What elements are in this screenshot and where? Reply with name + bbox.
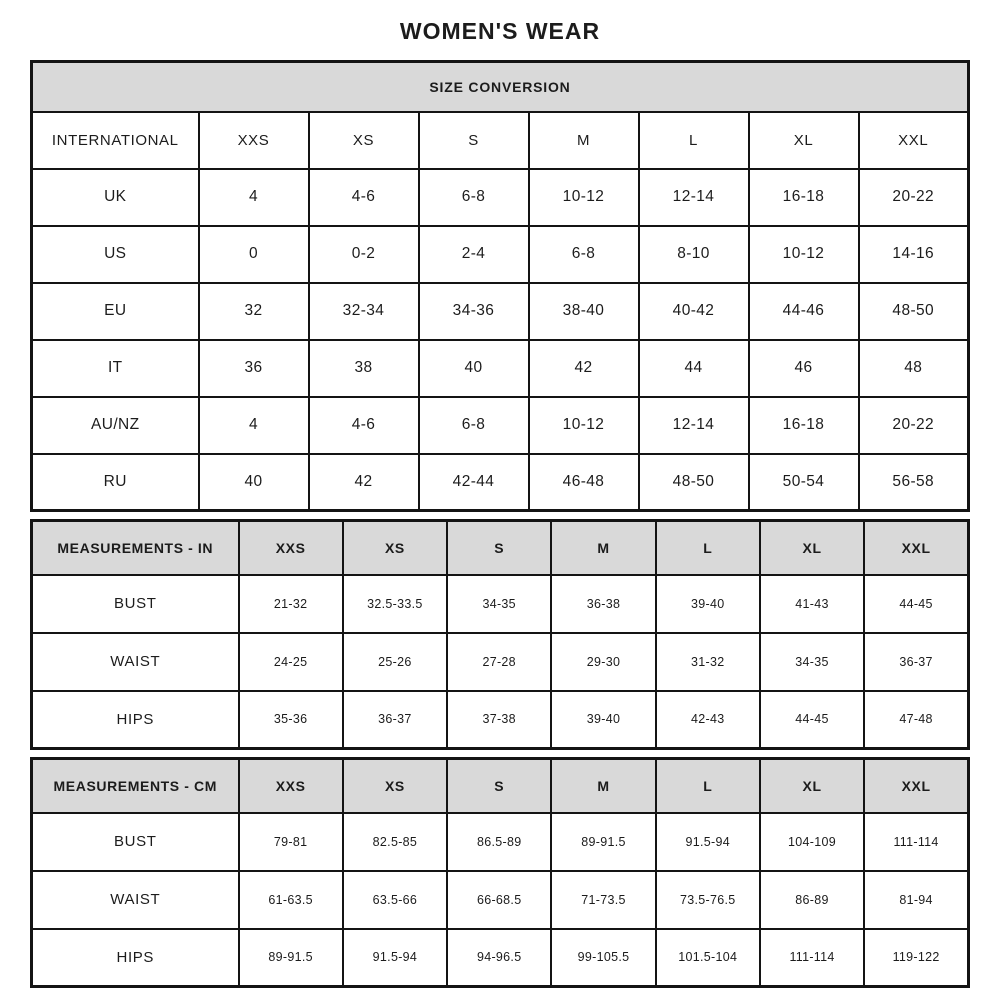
measurements-cm-header-row: [32, 759, 969, 813]
table-row: [32, 283, 969, 340]
size-column-header: S: [447, 759, 551, 813]
size-column-header: XS: [309, 112, 419, 169]
size-value-cell: 29-30: [551, 633, 655, 691]
size-value-cell: 20-22: [859, 397, 969, 454]
size-column-header: S: [419, 112, 529, 169]
size-value-cell: 10-12: [749, 226, 859, 283]
size-value-cell: 91.5-94: [656, 813, 760, 871]
size-value-cell: 40-42: [639, 283, 749, 340]
size-value-cell: 104-109: [760, 813, 864, 871]
size-value-cell: 32-34: [309, 283, 419, 340]
size-value-cell: 94-96.5: [447, 929, 551, 987]
row-label: EU: [32, 283, 199, 340]
row-label: WAIST: [32, 871, 239, 929]
size-value-cell: 37-38: [447, 691, 551, 749]
size-value-cell: 20-22: [859, 169, 969, 226]
size-value-cell: 79-81: [239, 813, 343, 871]
table-row: [32, 871, 969, 929]
size-value-cell: 34-35: [760, 633, 864, 691]
size-column-header: XXL: [864, 521, 968, 575]
size-value-cell: 61-63.5: [239, 871, 343, 929]
table-banner: SIZE CONVERSION: [32, 62, 969, 112]
table-row: [32, 169, 969, 226]
size-value-cell: 24-25: [239, 633, 343, 691]
size-conversion-header-row: [32, 112, 969, 169]
size-value-cell: 42-43: [656, 691, 760, 749]
size-value-cell: 101.5-104: [656, 929, 760, 987]
row-label: HIPS: [32, 929, 239, 987]
size-value-cell: 111-114: [760, 929, 864, 987]
size-value-cell: 27-28: [447, 633, 551, 691]
size-column-header: XXL: [859, 112, 969, 169]
size-value-cell: 82.5-85: [343, 813, 447, 871]
measurements-cm-table: [30, 757, 970, 988]
size-value-cell: 44-45: [864, 575, 968, 633]
table-row: [32, 691, 969, 749]
size-value-cell: 40: [199, 454, 309, 511]
size-column-header: L: [656, 521, 760, 575]
table-row: [32, 575, 969, 633]
corner-header-cell: INTERNATIONAL: [32, 112, 199, 169]
size-value-cell: 44-46: [749, 283, 859, 340]
size-value-cell: 2-4: [419, 226, 529, 283]
size-value-cell: 44: [639, 340, 749, 397]
size-value-cell: 34-36: [419, 283, 529, 340]
table-row: [32, 340, 969, 397]
size-value-cell: 35-36: [239, 691, 343, 749]
size-value-cell: 32.5-33.5: [343, 575, 447, 633]
size-value-cell: 36-37: [343, 691, 447, 749]
size-value-cell: 39-40: [656, 575, 760, 633]
size-value-cell: 56-58: [859, 454, 969, 511]
size-value-cell: 14-16: [859, 226, 969, 283]
size-value-cell: 12-14: [639, 169, 749, 226]
size-value-cell: 42: [529, 340, 639, 397]
size-value-cell: 16-18: [749, 397, 859, 454]
size-value-cell: 47-48: [864, 691, 968, 749]
row-label: WAIST: [32, 633, 239, 691]
size-column-header: XL: [760, 759, 864, 813]
size-column-header: XL: [749, 112, 859, 169]
size-value-cell: 81-94: [864, 871, 968, 929]
size-value-cell: 12-14: [639, 397, 749, 454]
row-label: UK: [32, 169, 199, 226]
size-column-header: XS: [343, 521, 447, 575]
size-value-cell: 48-50: [859, 283, 969, 340]
size-column-header: M: [551, 759, 655, 813]
size-column-header: L: [656, 759, 760, 813]
size-value-cell: 0-2: [309, 226, 419, 283]
size-value-cell: 89-91.5: [239, 929, 343, 987]
size-value-cell: 4-6: [309, 169, 419, 226]
size-value-cell: 21-32: [239, 575, 343, 633]
table-row: [32, 633, 969, 691]
size-conversion-table: [30, 60, 970, 512]
size-value-cell: 73.5-76.5: [656, 871, 760, 929]
measurements-in-table: [30, 519, 970, 750]
measurements-cm-header-cell: MEASUREMENTS - CM: [32, 759, 239, 813]
table-row: [32, 397, 969, 454]
size-value-cell: 0: [199, 226, 309, 283]
table-row: [32, 226, 969, 283]
row-label: BUST: [32, 575, 239, 633]
size-value-cell: 39-40: [551, 691, 655, 749]
size-value-cell: 48: [859, 340, 969, 397]
size-value-cell: 46: [749, 340, 859, 397]
size-value-cell: 16-18: [749, 169, 859, 226]
measurements-in-header-cell: MEASUREMENTS - IN: [32, 521, 239, 575]
size-value-cell: 41-43: [760, 575, 864, 633]
size-column-header: XXS: [199, 112, 309, 169]
row-label: HIPS: [32, 691, 239, 749]
size-value-cell: 10-12: [529, 397, 639, 454]
size-column-header: XL: [760, 521, 864, 575]
measurements-cm-body: [32, 813, 969, 987]
measurements-in-body: [32, 575, 969, 749]
size-value-cell: 86.5-89: [447, 813, 551, 871]
size-value-cell: 111-114: [864, 813, 968, 871]
size-value-cell: 38: [309, 340, 419, 397]
size-value-cell: 32: [199, 283, 309, 340]
row-label: BUST: [32, 813, 239, 871]
size-column-header: XXL: [864, 759, 968, 813]
size-column-header: S: [447, 521, 551, 575]
size-value-cell: 48-50: [639, 454, 749, 511]
size-value-cell: 46-48: [529, 454, 639, 511]
size-column-header: M: [551, 521, 655, 575]
size-value-cell: 6-8: [419, 169, 529, 226]
size-value-cell: 31-32: [656, 633, 760, 691]
size-value-cell: 36-38: [551, 575, 655, 633]
size-value-cell: 6-8: [419, 397, 529, 454]
row-label: RU: [32, 454, 199, 511]
size-value-cell: 119-122: [864, 929, 968, 987]
size-column-header: XS: [343, 759, 447, 813]
size-value-cell: 38-40: [529, 283, 639, 340]
size-value-cell: 4: [199, 169, 309, 226]
size-value-cell: 42-44: [419, 454, 529, 511]
size-value-cell: 63.5-66: [343, 871, 447, 929]
size-column-header: XXS: [239, 521, 343, 575]
size-column-header: M: [529, 112, 639, 169]
row-label: US: [32, 226, 199, 283]
page-title: WOMEN'S WEAR: [399, 18, 601, 44]
size-value-cell: 44-45: [760, 691, 864, 749]
table-row: [32, 454, 969, 511]
size-conversion-body: [32, 169, 969, 511]
row-label: IT: [32, 340, 199, 397]
size-value-cell: 4: [199, 397, 309, 454]
size-value-cell: 36-37: [864, 633, 968, 691]
table-banner-row: [32, 62, 969, 112]
table-row: [32, 813, 969, 871]
size-value-cell: 36: [199, 340, 309, 397]
size-value-cell: 91.5-94: [343, 929, 447, 987]
size-value-cell: 40: [419, 340, 529, 397]
size-column-header: XXS: [239, 759, 343, 813]
table-row: [32, 929, 969, 987]
row-label: AU/NZ: [32, 397, 199, 454]
measurements-in-header-row: [32, 521, 969, 575]
size-value-cell: 10-12: [529, 169, 639, 226]
size-value-cell: 71-73.5: [551, 871, 655, 929]
size-value-cell: 34-35: [447, 575, 551, 633]
size-value-cell: 8-10: [639, 226, 749, 283]
size-value-cell: 25-26: [343, 633, 447, 691]
size-column-header: L: [639, 112, 749, 169]
size-value-cell: 50-54: [749, 454, 859, 511]
size-value-cell: 86-89: [760, 871, 864, 929]
size-value-cell: 42: [309, 454, 419, 511]
size-value-cell: 4-6: [309, 397, 419, 454]
size-value-cell: 66-68.5: [447, 871, 551, 929]
size-value-cell: 89-91.5: [551, 813, 655, 871]
size-value-cell: 6-8: [529, 226, 639, 283]
size-value-cell: 99-105.5: [551, 929, 655, 987]
